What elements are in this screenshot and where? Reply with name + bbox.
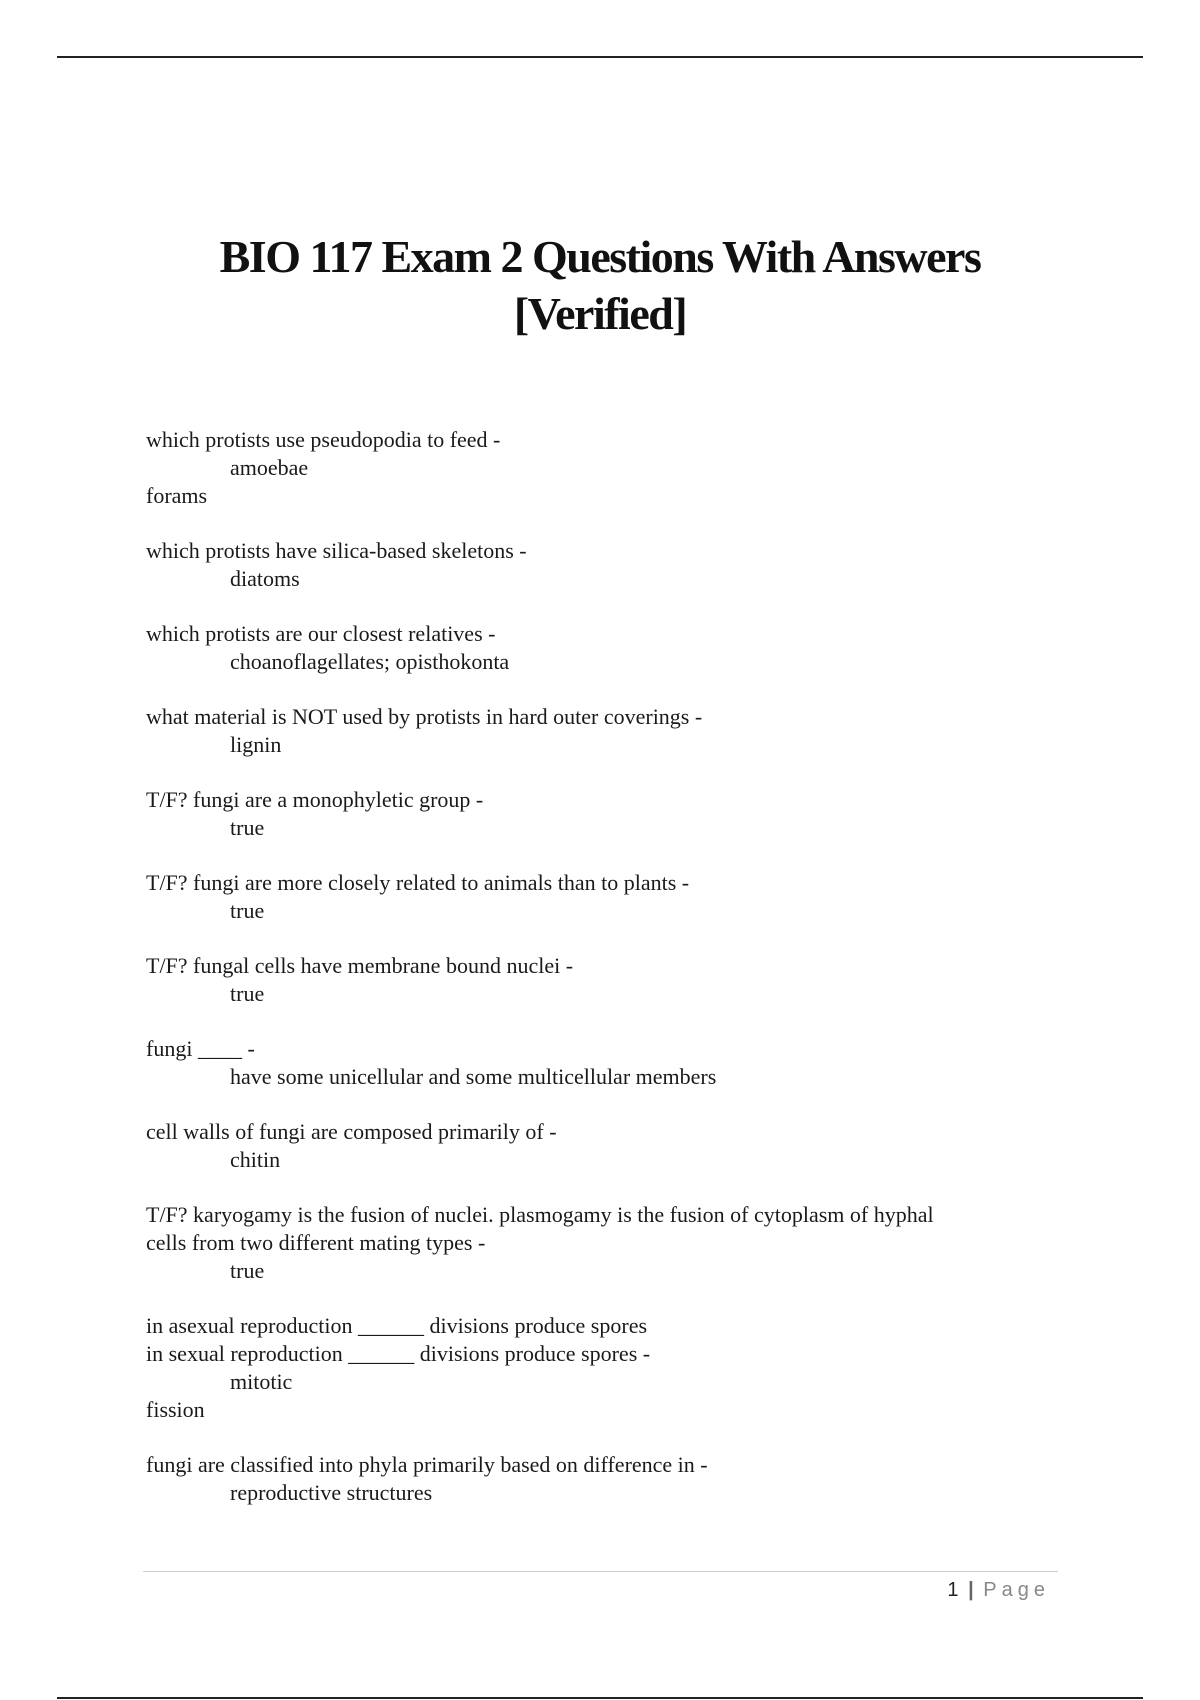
qa-item-10 (146, 1201, 1046, 1285)
answer-text: amoebae (230, 455, 309, 480)
question-text: T/F? fungi are more closely related to animals than to plants - (146, 870, 690, 895)
header-rule (57, 56, 1143, 58)
answer-text: diatoms (230, 566, 300, 591)
answer-text: reproductive structures (230, 1480, 433, 1505)
qa-item-11 (146, 1312, 1046, 1424)
qa-item-3 (146, 620, 1046, 676)
answer-text: true (230, 815, 265, 840)
question-text: T/F? fungi are a monophyletic group - (146, 787, 484, 812)
answer-text: have some unicellular and some multicellular members (230, 1064, 717, 1089)
answer-text: true (230, 1258, 265, 1283)
answer-continuation: forams (146, 483, 208, 508)
question-text-continued: cells from two different mating types - (146, 1230, 486, 1255)
question-text-continued: in sexual reproduction ______ divisions produce spores - (146, 1341, 651, 1366)
answer-continuation: fission (146, 1397, 205, 1422)
answer-text: mitotic (230, 1369, 293, 1394)
page-separator: | (968, 1579, 974, 1601)
qa-item-6 (146, 869, 1046, 925)
qa-item-8 (146, 1035, 1046, 1091)
question-text: cell walls of fungi are composed primarily of - (146, 1119, 557, 1144)
page-label: Page (983, 1579, 1050, 1601)
page-number (947, 1577, 1050, 1603)
qa-item-9 (146, 1118, 1046, 1174)
answer-text: chitin (230, 1147, 281, 1172)
answer-text: lignin (230, 732, 282, 757)
question-text: which protists have silica-based skeletons - (146, 538, 527, 563)
question-text: in asexual reproduction ______ divisions produce spores (146, 1313, 648, 1338)
question-text: which protists use pseudopodia to feed - (146, 427, 501, 452)
qa-item-12 (146, 1451, 1046, 1507)
question-text: T/F? fungal cells have membrane bound nuclei - (146, 953, 574, 978)
answer-text: choanoflagellates; opisthokonta (230, 649, 510, 674)
question-text: fungi are classified into phyla primarily based on difference in - (146, 1452, 708, 1477)
qa-item-2 (146, 537, 1046, 593)
question-text: what material is NOT used by protists in hard outer coverings - (146, 704, 703, 729)
question-text: which protists are our closest relatives - (146, 621, 496, 646)
answer-text: true (230, 898, 265, 923)
bottom-rule (57, 1697, 1143, 1699)
qa-item-1 (146, 426, 1046, 510)
page-number-value: 1 (947, 1579, 959, 1601)
title-line-2: [Verified] (513, 288, 687, 339)
question-text: T/F? karyogamy is the fusion of nuclei. plasmogamy is the fusion of cytoplasm of hyphal (146, 1202, 934, 1227)
footer-rule (143, 1571, 1058, 1572)
qa-list (146, 426, 1046, 1534)
qa-item-5 (146, 786, 1046, 842)
qa-item-4 (146, 703, 1046, 759)
title-line-1: BIO 117 Exam 2 Questions With Answers (219, 231, 981, 282)
document-title (100, 228, 1100, 342)
question-text: fungi ____ - (146, 1036, 255, 1061)
qa-item-7 (146, 952, 1046, 1008)
answer-text: true (230, 981, 265, 1006)
